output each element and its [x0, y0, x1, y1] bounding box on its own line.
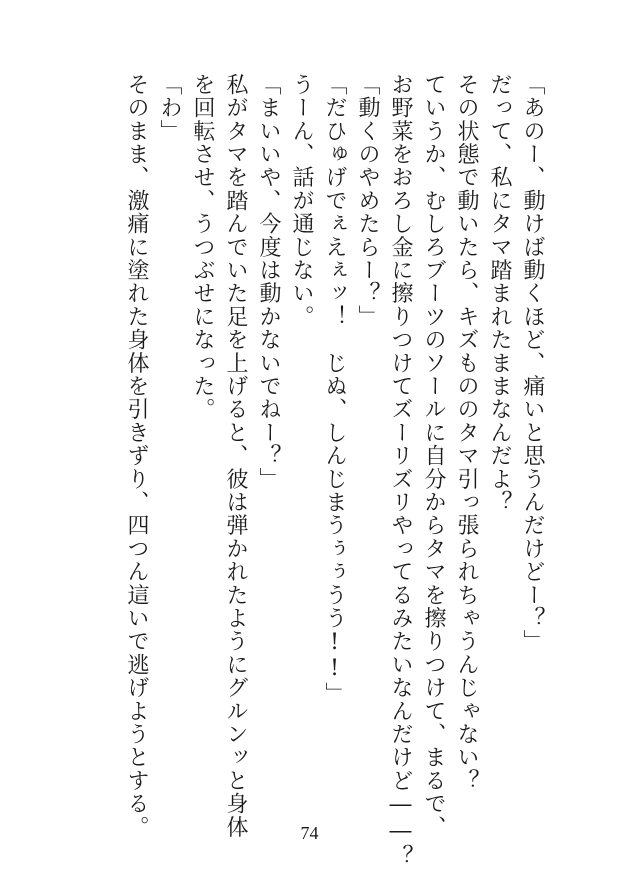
text-line: 私がタマを踏んでいた足を上げると、彼は弾かれたようにグルンッと身体 — [223, 73, 248, 839]
text-line: その状態で動いたら、キズもののタマ引っ張られちゃうんじゃない？ — [454, 73, 479, 793]
text-line: そのまま、激痛に塗れた身体を引きずり、四つん這いで逃げようとする。 — [124, 73, 149, 839]
text-line: うーん、話が通じない。 — [289, 73, 314, 329]
text-line: 「だひゅげでぇえぇッ！ じぬ、しんじまうぅぅうう!!」 — [322, 73, 347, 706]
page-number: 74 — [300, 823, 319, 843]
text-line: ていうか、むしろブーツのソールに自分からタマを擦りつけて、まるで、 — [421, 73, 446, 839]
text-line: だって、私にタマ踏まれたままなんだよ？ — [487, 73, 512, 514]
text-line: 「まいいや、今度は動かないでねー？」 — [256, 73, 281, 491]
text-line: 「わ」 — [157, 73, 182, 143]
text-line: 「動くのやめたらー？」 — [355, 73, 380, 329]
text-line: を回転させ、うつぶせになった。 — [190, 73, 215, 421]
text-line: 「あのー、動けば動くほど、痛いと思うんだけどー？」 — [520, 73, 545, 653]
text-line: お野菜をおろし金に擦りつけてズーリズリやってるみたいなんだけど――？ — [388, 73, 413, 868]
